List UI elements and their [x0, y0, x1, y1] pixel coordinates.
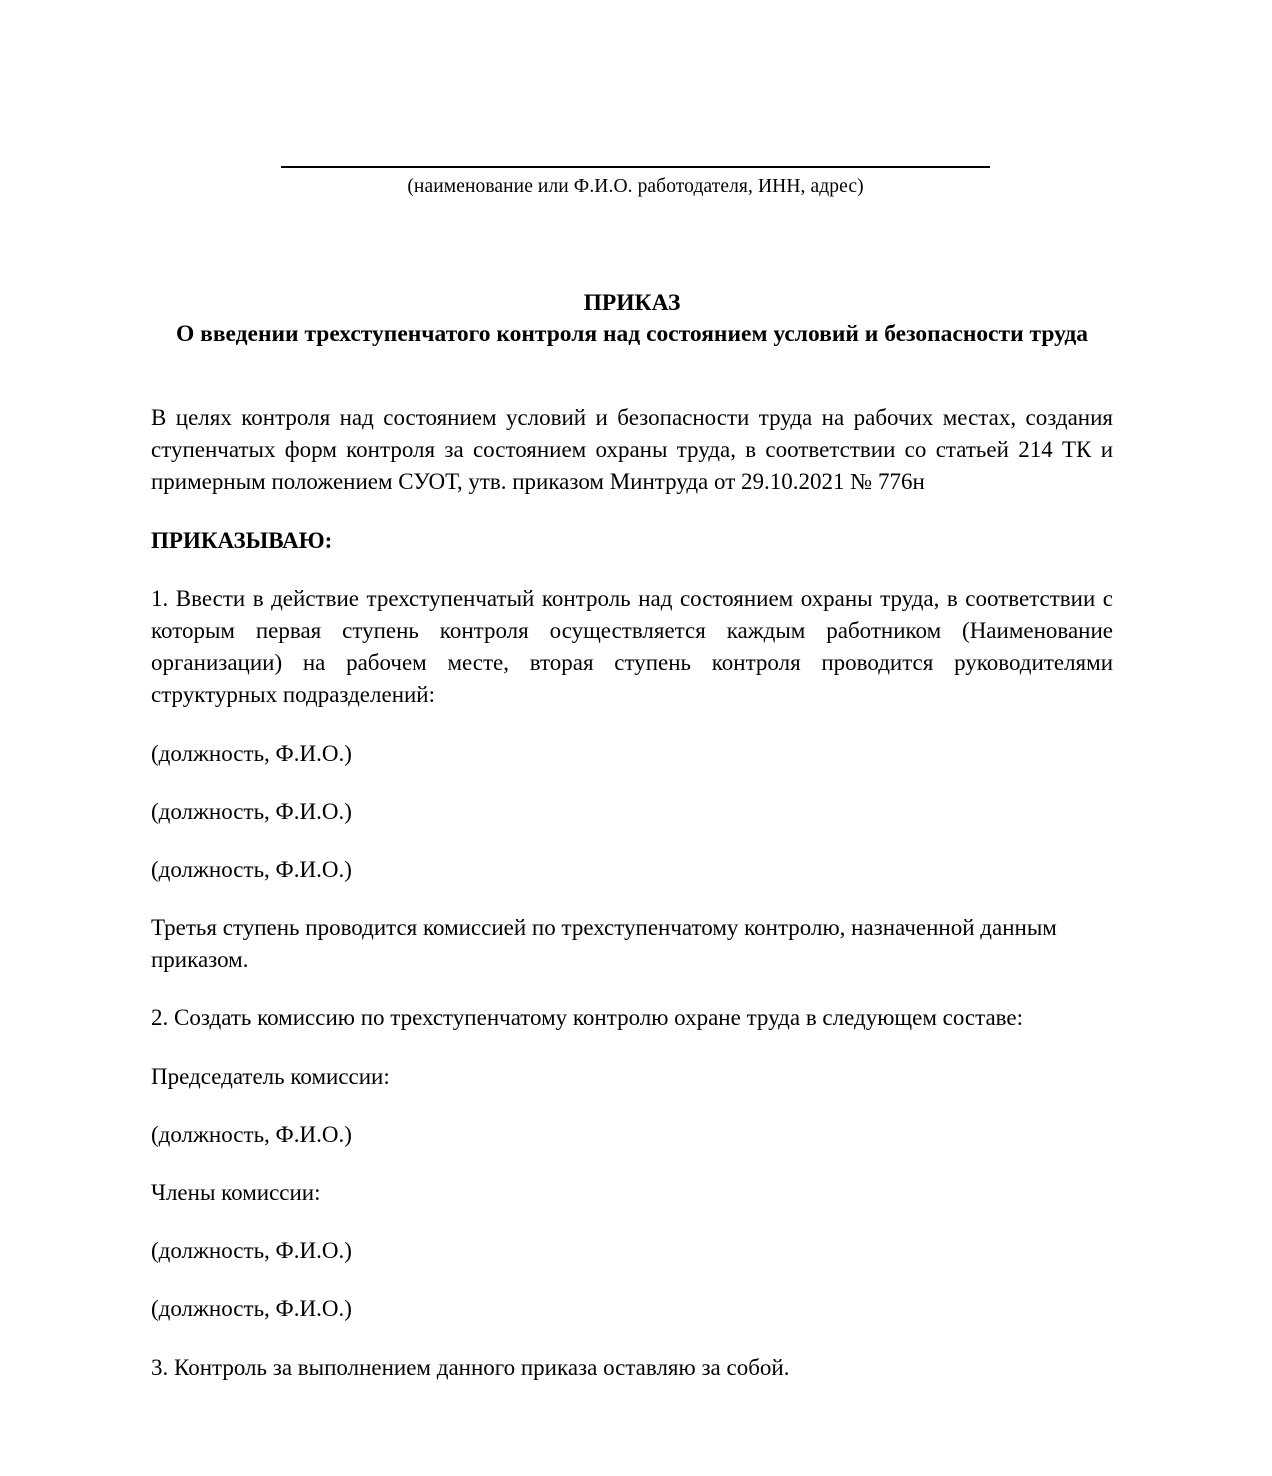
position-placeholder-3: (должность, Ф.И.О.)	[151, 856, 352, 882]
member-placeholder-1: (должность, Ф.И.О.)	[151, 1238, 352, 1264]
order-heading: ПРИКАЗЫВАЮ:	[151, 527, 333, 553]
order-item-3: 3. Контроль за выполнением данного приказа оставляю за собой.	[151, 1354, 790, 1380]
document-body	[151, 402, 1113, 1410]
employer-header-block	[281, 166, 990, 199]
intro-paragraph: В целях контроля над состоянием условий и безопасности труда на рабочих местах, создания ступенчатых форм контроля за состоянием охраны труда, в соответствии со статьей 214 ТК и примерным положением СУОТ, утв. приказом Минтруда от 29.10.2021 № 776н	[151, 405, 1113, 495]
position-placeholder-2: (должность, Ф.И.О.)	[151, 798, 352, 824]
employer-fill-in-rule	[281, 166, 990, 168]
order-item-2: 2. Создать комиссию по трехступенчатому контролю охране труда в следующем составе:	[151, 1005, 1023, 1031]
chairman-placeholder: (должность, Ф.И.О.)	[151, 1121, 352, 1147]
document-title-block	[151, 288, 1113, 350]
employer-caption: (наименование или Ф.И.О. работодателя, ИНН, адрес)	[407, 176, 864, 197]
members-label: Члены комиссии:	[151, 1180, 321, 1205]
chairman-label: Председатель комиссии:	[151, 1063, 390, 1089]
third-stage-paragraph: Третья ступень проводится комиссией по трехступенчатому контролю, назначенной данным приказом.	[151, 915, 1057, 973]
page-title: ПРИКАЗ	[583, 290, 681, 316]
order-item-1: 1. Ввести в действие трехступенчатый контроль над состоянием охраны труда, в соответствии с которым первая ступень контроля осуществляется каждым работником (Наименование организации) на рабочем месте, вторая ступень контроля проводится руководителями структурных подразделений:	[151, 585, 1113, 708]
position-placeholder-1: (должность, Ф.И.О.)	[151, 740, 352, 766]
member-placeholder-2: (должность, Ф.И.О.)	[151, 1296, 352, 1322]
page-subtitle: О введении трехступенчатого контроля над состоянием условий и безопасности труда	[175, 321, 1089, 348]
